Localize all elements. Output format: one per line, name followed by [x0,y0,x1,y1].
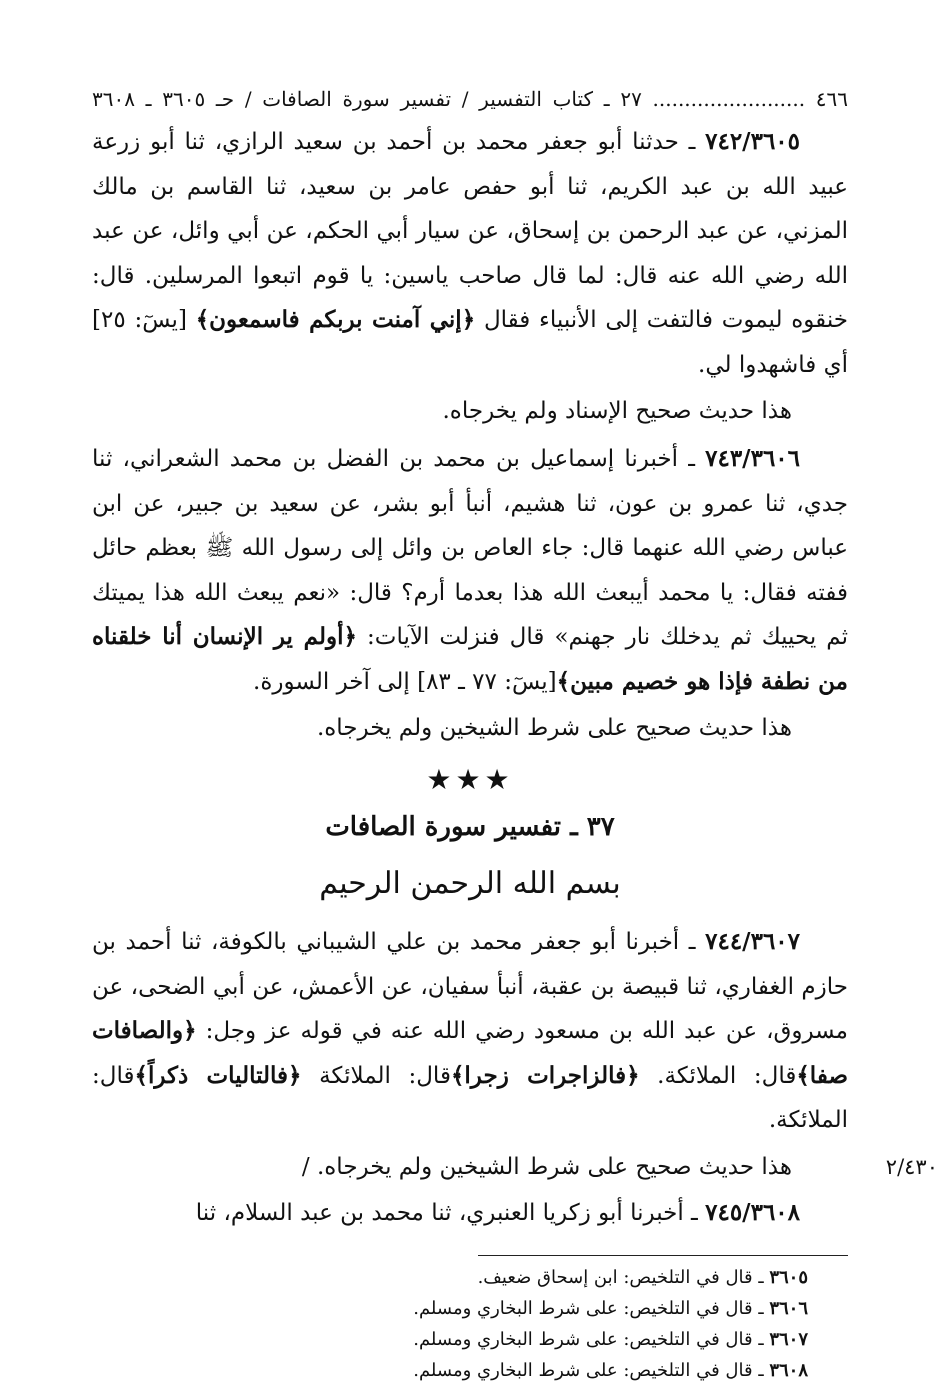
surah-title: ٣٧ ـ تفسير سورة الصافات [325,812,615,842]
footnote [92,1324,808,1355]
footnote [92,1355,808,1386]
hadith-text-end: [يسٓ: ٢٥] أي فاشهدوا لي. [92,307,848,378]
hadith-verdict: هذا حديث صحيح الإسناد ولم يخرجاه. [442,398,792,424]
footnote [92,1293,808,1324]
quran-verse: ﴿فالتاليات ذكراً﴾ [134,1061,302,1089]
footnote-text: ـ قال في التلخيص: على شرط البخاري ومسلم. [413,1298,770,1319]
book-page [92,84,938,1386]
hadith-text: قال: الملائكة [301,1062,451,1089]
hadith-text-end: قال: الملائكة. [92,1062,848,1133]
footnote-number: ٣٦٠٦ [769,1298,808,1319]
verdict-row [92,1145,938,1189]
quran-verse: ﴿فالزاجرات زجرا﴾ [450,1061,640,1089]
quran-verse: ﴿والصافات صفا﴾ [92,1017,848,1089]
quran-verse: ﴿إني آمنت بربكم فاسمعون﴾ [195,306,476,333]
footnote [92,1262,808,1293]
hadith-text-end: [يسٓ: ٧٧ ـ ٨٣] إلى آخر السورة. [253,668,557,695]
footnote-text: ـ قال في التلخيص: على شرط البخاري ومسلم. [413,1329,770,1350]
footnote-separator [478,1255,848,1256]
hadith-number: ٧٤٢/٣٦٠٥ [705,128,800,155]
hadith-number: ٧٤٥/٣٦٠٨ [705,1198,800,1226]
section-divider-stars: ★★★ [426,763,514,796]
hadith-3605 [92,120,848,387]
hadith-number: ٧٤٣/٣٦٠٦ [705,445,800,472]
hadith-text: ـ أخبرنا أبو زكريا العنبري، ثنا محمد بن عبد السلام، ثنا [195,1199,706,1226]
footnote-number: ٣٦٠٨ [769,1360,808,1381]
hadith-3607 [92,920,848,1143]
hadith-text: ـ حدثنا أبو جعفر محمد بن أحمد بن سعيد الرازي، ثنا أبو زرعة عبيد الله بن عبد الكريم، ثنا أبو حفص عامر بن سعيد، ثنا القاسم بن مالك المزني، عن عبد الرحمن بن إسحاق، عن سيار أبي الحكم، عن أبي وائل، عن عبد الله رضي الله عنه قال: لما قال صاحب ياسين: يا قوم اتبعوا المرسلين. قال: خنقوه ليموت فالتفت إلى الأنبياء فقال [92,129,848,333]
margin-volume-page-ref: ٢/٤٣٠ [885,1154,938,1179]
basmala: بسم الله الرحمن الرحيم [319,866,621,901]
footnote-number: ٣٦٠٧ [769,1329,808,1350]
footnote-text: ـ قال في التلخيص: على شرط البخاري ومسلم. [413,1360,770,1381]
hadith-text: ـ أخبرنا إسماعيل بن محمد بن الفضل بن محمد الشعراني، ثنا جدي، ثنا عمرو بن عون، ثنا هشيم، أنبأ أبو بشر، عن سعيد بن جبير، عن ابن عباس رضي الله عنهما قال: جاء العاص بن وائل إلى رسول الله ﷺ بعظم حائل ففته فقال: يا محمد أيبعث الله هذا بعدما أرم؟ قال: «نعم يبعث الله هذا يميتك ثم يحييك ثم يدخلك نار جهنم» قال فنزلت الآيات: [92,446,849,650]
hadith-verdict: هذا حديث صحيح على شرط الشيخين ولم يخرجاه. / [301,1153,792,1180]
footnote-text: ـ قال في التلخيص: ابن إسحاق ضعيف. [477,1267,770,1288]
footnote-number: ٣٦٠٥ [769,1267,808,1288]
running-head: ٤٦٦ ........................ ٢٧ ـ كتاب التفسير / تفسير سورة الصافات / حـ ٣٦٠٥ ـ ٣٦٠٨ [92,87,849,111]
hadith-3606 [92,437,848,704]
hadith-text: قال: الملائكة. [639,1062,797,1089]
hadith-verdict: هذا حديث صحيح على شرط الشيخين ولم يخرجاه. [316,715,792,741]
quran-verse: ﴿أولم ير الإنسان أنا خلقناه من نطفة فإذا هو خصيم مبين﴾ [92,623,848,695]
hadith-number: ٧٤٤/٣٦٠٧ [705,928,800,955]
hadith-3608 [92,1191,848,1236]
footnotes [92,1262,848,1386]
hadith-text: ـ أخبرنا أبو جعفر محمد بن علي الشيباني بالكوفة، ثنا أحمد بن حازم الغفاري، ثنا قبيصة بن عقبة، أنبأ سفيان، عن الأعمش، عن أبي الضحى، عن مسروق، عن عبد الله بن مسعود رضي الله عنه في قوله عز وجل: [92,929,848,1044]
